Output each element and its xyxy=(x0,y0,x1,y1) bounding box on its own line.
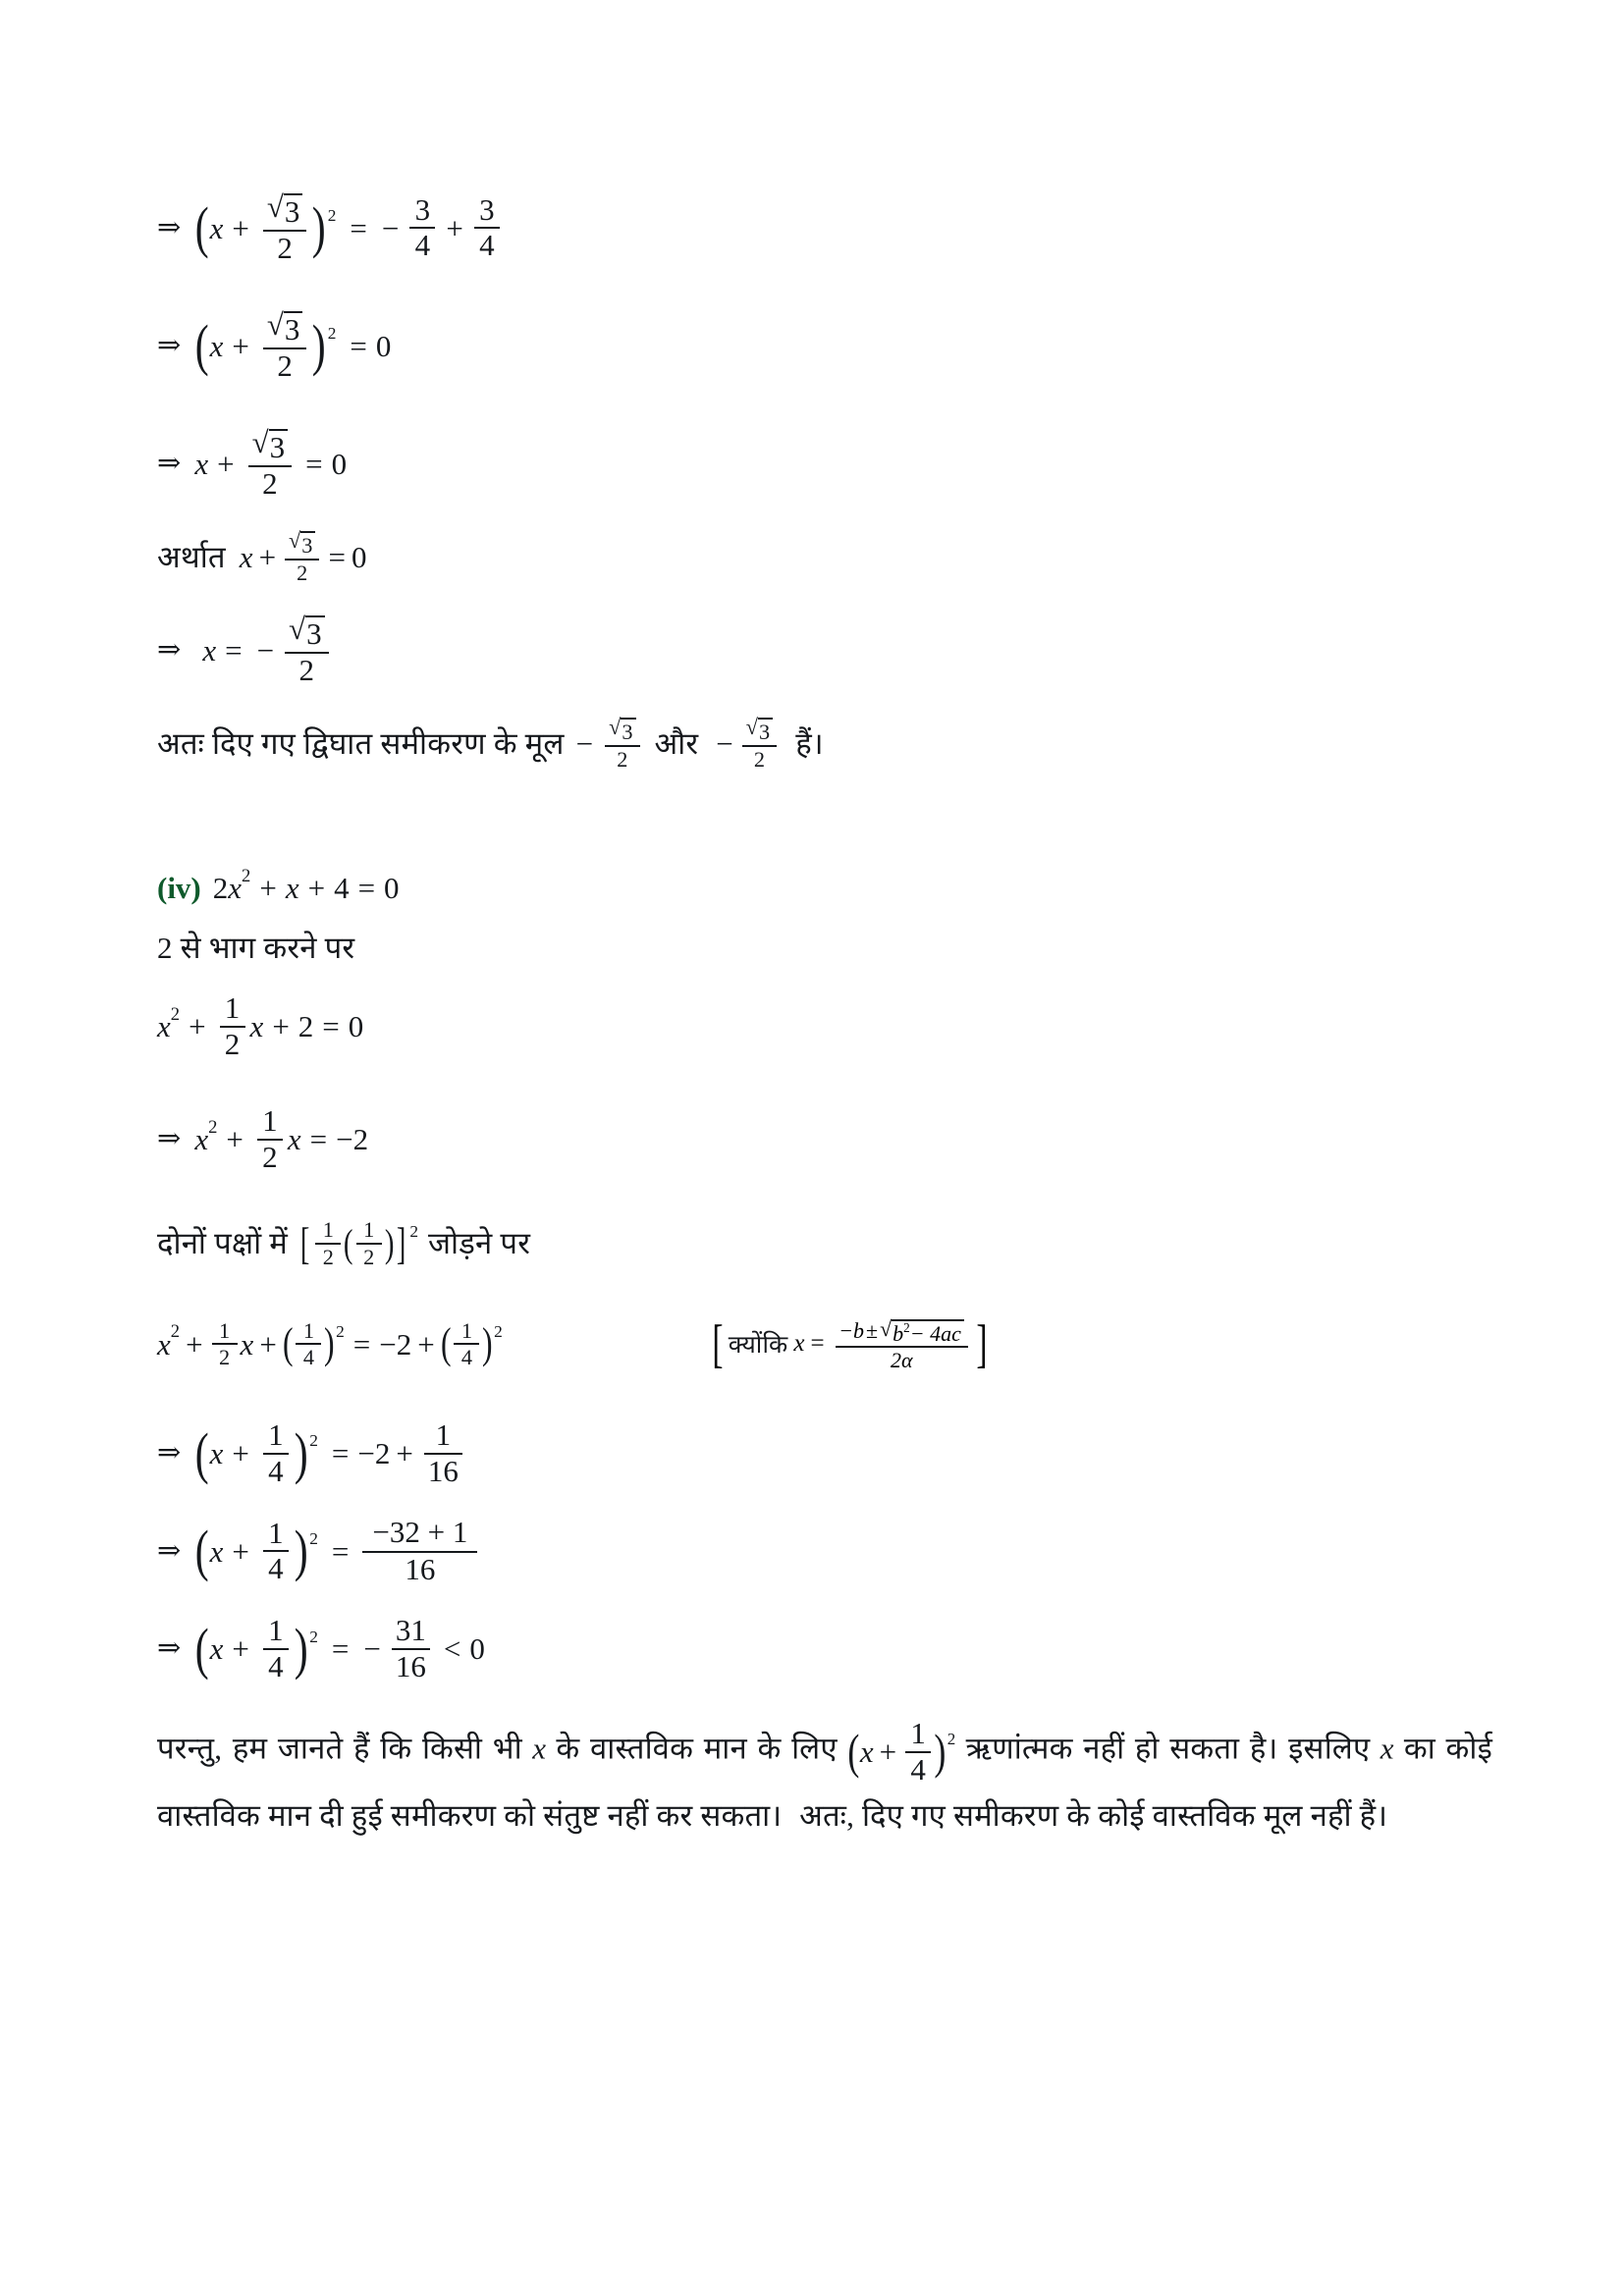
numerator: 3 xyxy=(479,191,495,227)
radicand: 3 xyxy=(300,531,315,557)
numerator: 1 xyxy=(224,990,241,1026)
spacer xyxy=(157,1585,1492,1615)
implies-icon: ⇒ xyxy=(157,1437,182,1469)
step-add-text-part1: दोनों पक्षों में xyxy=(157,1226,289,1261)
equation-line-3 xyxy=(157,427,1492,500)
equation-line-4 xyxy=(157,529,1492,584)
fraction-1-over-4 xyxy=(454,1319,479,1369)
numerator: 1 xyxy=(268,1613,284,1648)
fraction-3-over-4-a xyxy=(409,191,435,263)
discriminant-rest: − 4ac xyxy=(909,1320,961,1346)
left-paren: ( xyxy=(847,1724,860,1780)
rhs-zero: 0 xyxy=(348,1009,364,1044)
denominator: 2 xyxy=(218,1345,231,1370)
fraction-1-over-16 xyxy=(424,1419,462,1487)
fraction-sqrt3-over-2 xyxy=(263,191,307,264)
fraction-1-over-2-inner xyxy=(356,1218,382,1268)
denominator: 4 xyxy=(479,228,495,263)
final-text-seg3: ऋणांत्मक नहीं हो सकता है। इसलिए xyxy=(965,1731,1371,1766)
exponent-2: 2 xyxy=(309,1529,318,1549)
spacer xyxy=(157,1487,1492,1517)
exponent-2: 2 xyxy=(494,1321,503,1341)
fraction-minus32plus1-over-16 xyxy=(362,1517,477,1585)
variable-x: x xyxy=(202,632,217,667)
plus-operator: + xyxy=(259,871,277,906)
minus-operator: − xyxy=(363,1631,381,1667)
left-paren: ( xyxy=(195,1616,209,1681)
equation-completed-row xyxy=(157,1313,1492,1374)
equation-line-1 xyxy=(157,191,1492,264)
implies-icon: ⇒ xyxy=(157,1534,182,1567)
left-paren: ( xyxy=(195,195,209,260)
plus-operator: + xyxy=(186,1326,203,1362)
variable-x: x xyxy=(285,871,299,906)
left-paren: ( xyxy=(195,1420,209,1485)
implies-icon: ⇒ xyxy=(157,329,182,361)
numerator: 1 xyxy=(268,1515,284,1550)
rhs-zero: 0 xyxy=(331,446,348,481)
constant-4: 4 xyxy=(334,871,350,906)
exponent-2: 2 xyxy=(409,1221,419,1241)
quarter-squared-lhs xyxy=(283,1319,345,1369)
plus-operator: + xyxy=(446,210,463,245)
final-text-seg1: परन्तु, हम जानते हैं कि किसी भी xyxy=(157,1731,522,1766)
page-content xyxy=(157,191,1492,1842)
plus-operator: + xyxy=(189,1009,206,1044)
radical-3 xyxy=(263,309,307,347)
radicand: 3 xyxy=(758,718,773,743)
root-1-fraction xyxy=(605,716,639,771)
spacer xyxy=(157,1173,1492,1218)
equals-operator: = xyxy=(331,1631,350,1667)
right-paren: ) xyxy=(294,1420,308,1485)
equation-line-5 xyxy=(157,614,1492,686)
radical-3 xyxy=(605,716,639,744)
right-paren: ) xyxy=(324,1319,336,1368)
equals-operator: = xyxy=(328,539,346,574)
variable-x: x xyxy=(793,1330,805,1358)
inline-quarter-squared xyxy=(847,1712,955,1791)
variable-x: x xyxy=(209,210,224,245)
quadratic-formula-note-wrap xyxy=(709,1313,991,1374)
plus-operator: + xyxy=(307,871,326,906)
fraction-sqrt3-over-2 xyxy=(285,529,319,584)
numerator: 1 xyxy=(910,1716,926,1751)
plus-operator: + xyxy=(217,446,235,481)
fraction-sqrt3-over-2 xyxy=(285,614,329,686)
radical-3 xyxy=(248,427,293,465)
step-divide-text: 2 से भाग करने पर xyxy=(157,931,355,966)
arthat-label: अर्थात xyxy=(157,539,226,574)
equation-square-2 xyxy=(157,1517,1492,1585)
denominator: 16 xyxy=(395,1648,426,1683)
root-2-fraction xyxy=(742,716,777,771)
numerator: 1 xyxy=(262,1103,278,1139)
denominator: 2 xyxy=(262,465,278,501)
variable-x: x xyxy=(239,539,253,574)
numerator: −32 + 1 xyxy=(372,1515,468,1550)
rhs-zero: 0 xyxy=(351,539,367,574)
right-square-bracket: ] xyxy=(396,1217,406,1268)
denominator: 16 xyxy=(405,1551,436,1586)
implies-icon: ⇒ xyxy=(157,447,182,479)
numerator: 31 xyxy=(395,1613,426,1648)
variable-x: x xyxy=(287,1122,301,1157)
equation-line-2 xyxy=(157,309,1492,382)
spacer xyxy=(157,1374,1492,1419)
plus-operator: + xyxy=(259,1326,277,1362)
right-paren: ) xyxy=(482,1319,494,1368)
minus-operator: − xyxy=(381,210,400,245)
implies-icon: ⇒ xyxy=(157,1123,182,1155)
variable-x: x xyxy=(194,1122,209,1157)
radicand: 3 xyxy=(305,615,325,651)
minus-operator: − xyxy=(839,1318,853,1343)
numerator: 1 xyxy=(218,1317,231,1343)
radical-sign: √ xyxy=(266,189,284,224)
coefficient-2: 2 xyxy=(212,871,229,906)
denominator: 4 xyxy=(414,228,431,263)
equals-operator: = xyxy=(350,210,367,245)
exponent-2: 2 xyxy=(327,323,337,343)
plus-operator: + xyxy=(232,328,249,363)
rhs-minus-2: −2 xyxy=(357,1436,391,1471)
radicand: 3 xyxy=(269,429,289,464)
spacer xyxy=(157,1268,1492,1313)
denominator: 2 xyxy=(277,230,293,265)
radical-sign: √ xyxy=(289,528,301,554)
minus-operator: − xyxy=(575,725,594,761)
kyonki-label: क्योंकि xyxy=(728,1332,788,1360)
rhs-zero: 0 xyxy=(375,328,392,363)
plus-operator: + xyxy=(232,1436,249,1471)
rhs-zero: 0 xyxy=(384,871,400,906)
numerator xyxy=(836,1317,968,1346)
fraction-1-over-4 xyxy=(263,1615,289,1682)
left-paren: ( xyxy=(195,1519,209,1583)
conclusion-text-part1: अतः दिए गए द्विघात समीकरण के मूल xyxy=(157,725,565,761)
exponent-2: 2 xyxy=(336,1321,345,1341)
variable-x: x xyxy=(209,1533,224,1569)
denominator: 2 xyxy=(617,746,628,772)
variable-x: x xyxy=(157,1009,171,1044)
spacer xyxy=(157,584,1492,614)
plus-operator: + xyxy=(232,1631,249,1667)
conclusion-line-iii xyxy=(157,716,1492,771)
plus-operator: + xyxy=(417,1326,435,1362)
parenthesized-expression xyxy=(194,1419,318,1487)
radical-3 xyxy=(285,529,319,558)
plus-operator: + xyxy=(879,1734,897,1769)
plus-operator: + xyxy=(272,1009,290,1044)
variable-x: x xyxy=(532,1731,546,1766)
fraction-sqrt3-over-2 xyxy=(248,427,293,500)
radical-sign: √ xyxy=(289,612,306,647)
exponent-2: 2 xyxy=(309,1627,318,1646)
part-iv-heading xyxy=(157,865,1492,906)
parenthesized-expression xyxy=(194,191,336,264)
right-paren: ) xyxy=(294,1519,308,1583)
quadratic-formula-fraction xyxy=(836,1317,968,1371)
equation-divided xyxy=(157,992,1492,1060)
equals-operator: = xyxy=(309,1122,328,1157)
variable-x: x xyxy=(859,1734,874,1769)
denominator-2alpha: 2α xyxy=(890,1347,913,1372)
implies-icon: ⇒ xyxy=(157,633,182,666)
fraction-1-over-4 xyxy=(905,1718,931,1786)
variable-x: x xyxy=(157,1326,171,1362)
variable-x: x xyxy=(1380,1731,1394,1766)
equals-operator: = xyxy=(225,632,243,667)
variable-x: x xyxy=(209,328,224,363)
radical-discriminant xyxy=(880,1317,964,1345)
denominator: 4 xyxy=(910,1751,926,1787)
fraction-sqrt3-over-2 xyxy=(263,309,307,382)
spacer-section-break xyxy=(157,771,1492,843)
exponent-2: 2 xyxy=(242,865,251,886)
denominator: 2 xyxy=(298,652,315,687)
left-paren: ( xyxy=(440,1319,452,1368)
fraction-31-over-16 xyxy=(392,1615,430,1682)
equation-square-3 xyxy=(157,1615,1492,1682)
numerator: 3 xyxy=(414,191,431,227)
rhs-minus-2: −2 xyxy=(379,1326,412,1362)
right-square-bracket: ] xyxy=(976,1314,988,1374)
variable-b: b xyxy=(893,1320,904,1346)
denominator: 4 xyxy=(302,1345,315,1370)
radicand: 3 xyxy=(621,718,635,743)
constant-2: 2 xyxy=(298,1009,314,1044)
plus-operator: + xyxy=(232,1533,249,1569)
denominator: 16 xyxy=(427,1453,459,1488)
spacer xyxy=(157,686,1492,716)
spacer xyxy=(157,382,1492,427)
denominator: 2 xyxy=(297,560,308,585)
quadratic-formula-note xyxy=(709,1313,991,1374)
denominator: 2 xyxy=(322,1244,334,1269)
denominator: 2 xyxy=(277,347,293,383)
exponent-2: 2 xyxy=(208,1116,218,1138)
quarter-squared-rhs xyxy=(441,1319,503,1369)
plus-operator: + xyxy=(396,1436,413,1471)
equals-operator: = xyxy=(322,1009,340,1044)
plus-minus-operator: ± xyxy=(866,1318,879,1343)
right-paren: ) xyxy=(294,1616,308,1681)
left-paren: ( xyxy=(282,1319,294,1368)
radical-sign: √ xyxy=(745,715,759,740)
equals-operator: = xyxy=(331,1436,350,1471)
fraction-1-over-4 xyxy=(263,1419,289,1487)
fraction-3-over-4-b xyxy=(474,191,500,263)
fraction-1-over-4 xyxy=(263,1515,289,1586)
equals-operator: = xyxy=(810,1330,825,1358)
final-text-seg5: अतः, दिए गए समीकरण के कोई वास्तविक मूल नहीं हैं। xyxy=(799,1798,1388,1834)
right-paren: ) xyxy=(934,1724,947,1780)
spacer xyxy=(157,500,1492,529)
denominator: 4 xyxy=(460,1345,472,1370)
exponent-2: 2 xyxy=(170,1321,181,1343)
final-paragraph xyxy=(157,1712,1492,1841)
variable-b: b xyxy=(853,1318,865,1343)
equals-operator: = xyxy=(350,328,367,363)
numerator: 1 xyxy=(268,1417,284,1453)
variable-x: x xyxy=(209,1436,224,1471)
numerator: 1 xyxy=(302,1317,315,1343)
denominator: 2 xyxy=(224,1026,241,1061)
fraction-1-over-2 xyxy=(220,992,245,1060)
equals-operator: = xyxy=(331,1533,350,1569)
equals-operator: = xyxy=(305,446,323,481)
radical-sign: √ xyxy=(609,715,622,740)
plus-operator: + xyxy=(258,539,277,574)
final-text-seg4: का कोई वास्तविक मान दी हुई समीकरण को संतुष्ट नहीं कर सकता। xyxy=(157,1731,1493,1834)
radical-sign: √ xyxy=(880,1315,893,1341)
rhs-minus-2: −2 xyxy=(336,1122,369,1157)
exponent-2: 2 xyxy=(327,205,337,225)
equation-square-1 xyxy=(157,1419,1492,1487)
spacer xyxy=(157,963,1492,992)
numerator: 1 xyxy=(363,1217,375,1243)
left-square-bracket: [ xyxy=(712,1314,724,1374)
compare-zero: 0 xyxy=(469,1631,485,1667)
implies-icon: ⇒ xyxy=(157,1632,182,1665)
denominator: 4 xyxy=(268,1551,284,1586)
variable-x: x xyxy=(228,871,243,906)
exponent-2: 2 xyxy=(309,1431,318,1451)
spacer xyxy=(157,264,1492,309)
exponent-2: 2 xyxy=(947,1729,956,1748)
plus-operator: + xyxy=(226,1122,243,1157)
less-than-operator: < xyxy=(443,1631,461,1667)
numerator: 1 xyxy=(322,1217,334,1243)
spacer xyxy=(157,903,1492,933)
bracketed-half-times-half xyxy=(298,1218,418,1268)
right-paren: ) xyxy=(312,195,327,260)
left-square-bracket: [ xyxy=(299,1217,310,1268)
numerator: 1 xyxy=(435,1417,452,1453)
step-add-square xyxy=(157,1218,1492,1268)
radicand xyxy=(892,1319,964,1345)
joiner-aur: और xyxy=(654,725,699,761)
denominator: 2 xyxy=(753,746,766,772)
minus-operator: − xyxy=(256,632,275,667)
step-divide-by-2 xyxy=(157,931,1492,966)
radical-3 xyxy=(285,614,329,652)
equation-completed xyxy=(157,1319,503,1369)
fraction-1-over-4 xyxy=(296,1319,321,1369)
step-add-text-part2: जोड़ने पर xyxy=(428,1226,531,1261)
radical-sign: √ xyxy=(251,425,269,460)
variable-x: x xyxy=(209,1631,224,1667)
part-label-iv: (iv) xyxy=(157,871,201,906)
equation-moved xyxy=(157,1105,1492,1173)
spacer xyxy=(157,1682,1492,1712)
left-paren: ( xyxy=(344,1220,353,1265)
parenthesized-expression xyxy=(194,309,336,382)
implies-icon: ⇒ xyxy=(157,211,182,243)
right-paren: ) xyxy=(312,313,327,378)
conclusion-text-part2: हैं। xyxy=(795,725,824,761)
radicand: 3 xyxy=(284,193,303,229)
exponent-2: 2 xyxy=(903,1320,910,1336)
variable-x: x xyxy=(249,1009,264,1044)
radical-3 xyxy=(742,716,777,744)
plus-operator: + xyxy=(232,210,249,245)
spacer xyxy=(157,1060,1492,1105)
equals-operator: = xyxy=(352,1326,371,1362)
denominator: 4 xyxy=(268,1453,284,1488)
parenthesized-expression xyxy=(194,1615,318,1682)
final-text-seg2: के वास्तविक मान के लिए xyxy=(556,1731,838,1766)
exponent-2: 2 xyxy=(170,1003,181,1025)
radicand: 3 xyxy=(284,311,303,347)
variable-x: x xyxy=(194,446,209,481)
spacer xyxy=(157,843,1492,873)
variable-x: x xyxy=(240,1326,254,1362)
fraction-1-over-2 xyxy=(257,1105,283,1173)
numerator: 1 xyxy=(460,1317,472,1343)
radical-sign: √ xyxy=(266,307,284,343)
radical-3 xyxy=(263,191,307,230)
denominator: 4 xyxy=(268,1648,284,1683)
fraction-1-over-2 xyxy=(212,1319,238,1369)
minus-operator: − xyxy=(716,725,733,761)
parenthesized-expression xyxy=(194,1515,318,1586)
denominator: 2 xyxy=(262,1139,278,1174)
denominator: 2 xyxy=(363,1244,375,1269)
fraction-1-over-2-outer xyxy=(315,1218,341,1268)
equals-operator: = xyxy=(357,871,376,906)
right-paren: ) xyxy=(384,1220,395,1265)
left-paren: ( xyxy=(195,313,209,378)
